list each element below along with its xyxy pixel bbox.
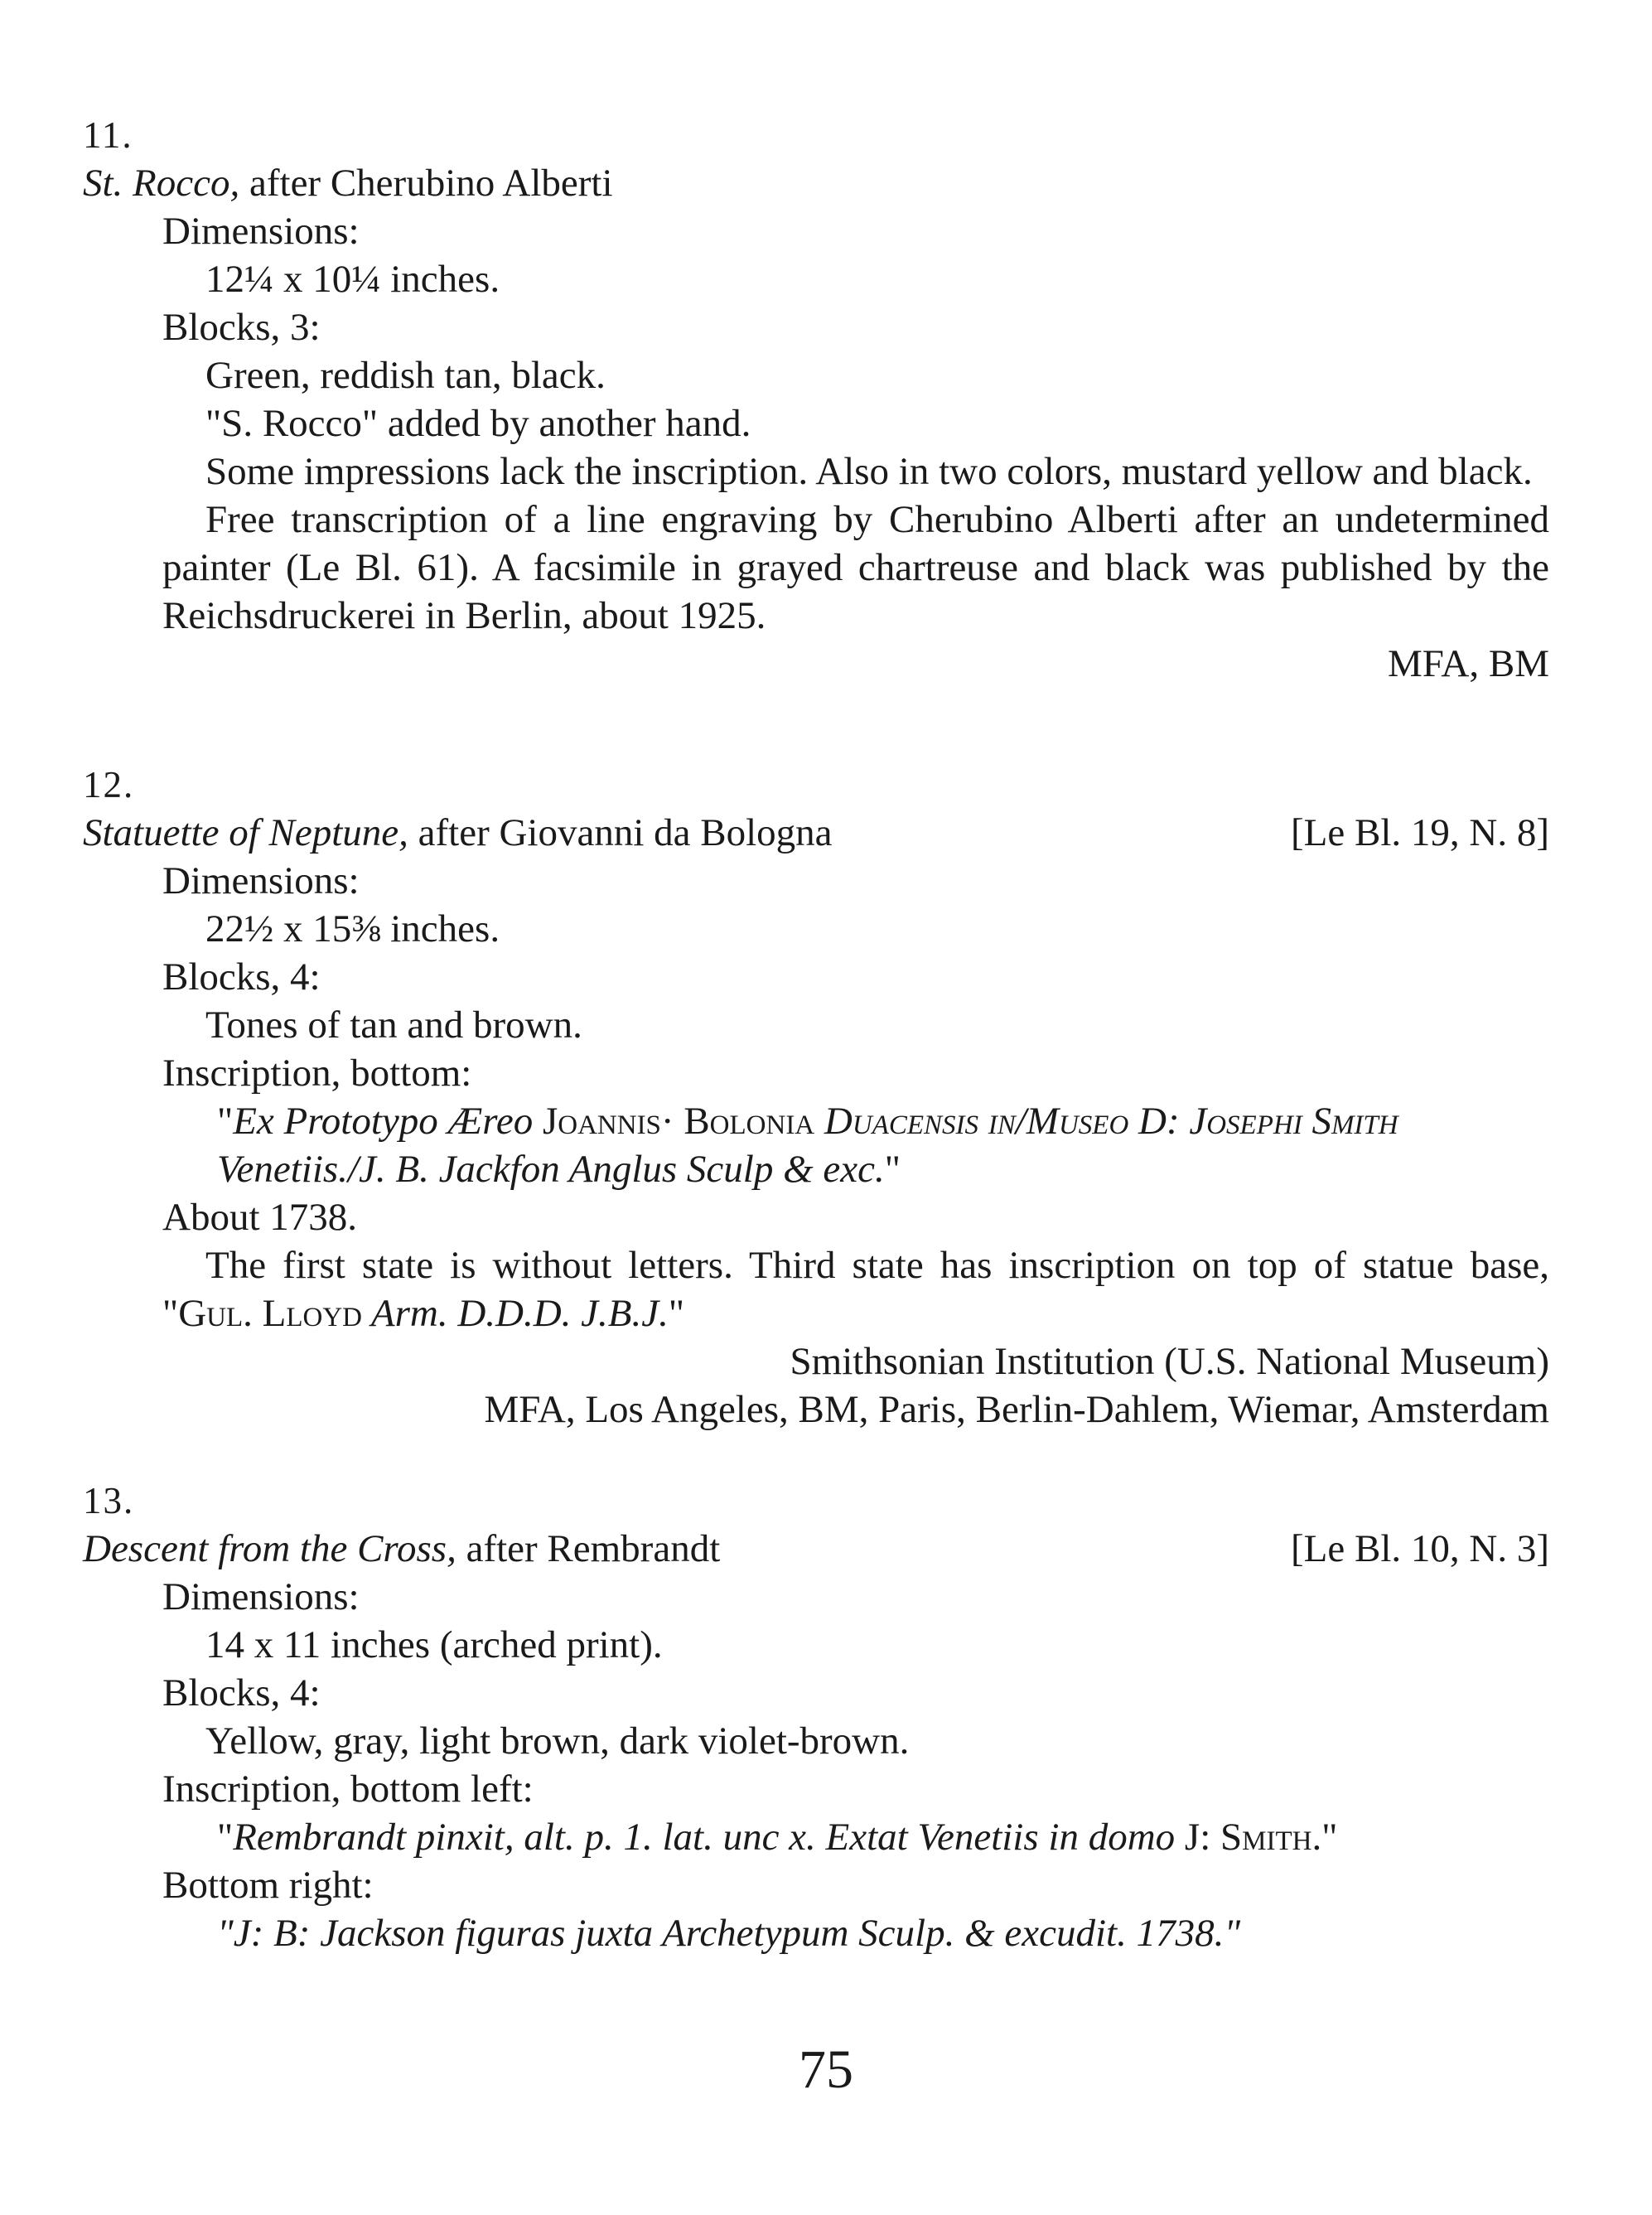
blocks-label: Blocks, 3: — [162, 306, 321, 349]
entry-number: 11. — [83, 114, 133, 156]
dimensions-value: 22½ x 15⅜ inches. — [205, 907, 500, 950]
title-italic: Descent from the Cross, — [83, 1527, 456, 1570]
dimensions-value: 12¼ x 10¼ inches. — [205, 258, 500, 301]
title-rest: after Cherubino Alberti — [239, 162, 613, 205]
catalog-entry-11 — [83, 111, 1549, 688]
catalog-entry-12 — [83, 761, 1549, 1434]
inscription-label: Bottom right: — [162, 1864, 374, 1907]
inscription-text: "Ex Prototypo Ӕreo Joannis· Bolonia Duacensis in/Museo D: Josephi Smith — [217, 1100, 1398, 1143]
entry-title — [83, 809, 1549, 857]
inscription-label: Inscription, bottom left: — [162, 1768, 534, 1811]
note: "S. Rocco" added by another hand. — [205, 402, 751, 445]
le-blanc-reference: [Le Bl. 19, N. 8] — [1291, 811, 1549, 854]
catalog-entry-13 — [83, 1477, 1549, 1957]
dimensions-label: Dimensions: — [162, 1575, 360, 1618]
date: About 1738. — [162, 1196, 357, 1239]
block-colors: Yellow, gray, light brown, dark violet-brown. — [205, 1719, 910, 1763]
states-note: The first state is without letters. Third state has inscription on top of statue base, "Gul. Lloyd Arm. D.D.D. J.B.J." — [162, 1244, 1549, 1335]
entry-number: 12. — [83, 764, 135, 805]
title-rest: after Rembrandt — [456, 1527, 721, 1570]
collections: Smithsonian Institution (U.S. National Museum) — [790, 1340, 1549, 1383]
page-number: 75 — [799, 2039, 853, 2100]
blocks-label: Blocks, 4: — [162, 1671, 321, 1714]
title-italic: Statuette of Neptune, — [83, 811, 408, 854]
title-italic: St. Rocco, — [83, 162, 240, 205]
le-blanc-reference: [Le Bl. 10, N. 3] — [1291, 1527, 1549, 1570]
blocks-label: Blocks, 4: — [162, 955, 321, 999]
dimensions-label: Dimensions: — [162, 859, 360, 902]
note: Some impressions lack the inscription. Also in two colors, mustard yellow and black. — [205, 450, 1533, 493]
collections: MFA, Los Angeles, BM, Paris, Berlin-Dahlem, Wiemar, Amsterdam — [484, 1388, 1549, 1431]
block-colors: Green, reddish tan, black. — [205, 354, 606, 397]
entry-title — [83, 1525, 1549, 1573]
note: Free transcription of a line engraving by Cherubino Alberti after an undetermined painter (Le Bl. 61). A facsimile in grayed chartreuse and black was published by the Reichsdruckerei in Berlin, about 1925. — [162, 498, 1549, 637]
inscription-text: Venetiis./J. B. Jackfon Anglus Sculp & exc." — [217, 1148, 901, 1191]
entry-number: 13. — [83, 1480, 135, 1521]
inscription-text: "Rembrandt pinxit, alt. p. 1. lat. unc x. Extat Venetiis in domo J: Smith." — [217, 1816, 1338, 1859]
title-rest: after Giovanni da Bologna — [408, 811, 833, 854]
inscription-label: Inscription, bottom: — [162, 1052, 472, 1095]
collections: MFA, BM — [1387, 642, 1549, 685]
dimensions-value: 14 x 11 inches (arched print). — [205, 1623, 663, 1666]
dimensions-label: Dimensions: — [162, 210, 360, 253]
block-colors: Tones of tan and brown. — [205, 1004, 582, 1047]
inscription-text: "J: B: Jackson figuras juxta Archetypum Sculp. & excudit. 1738." — [217, 1912, 1241, 1955]
entry-title — [83, 159, 1549, 207]
